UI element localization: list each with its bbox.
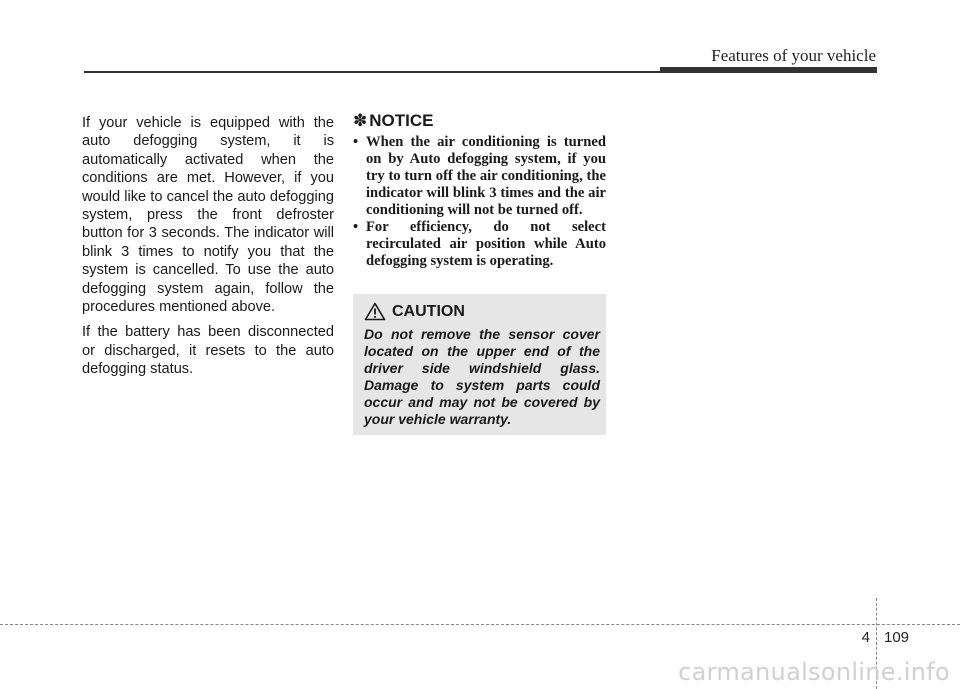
body-paragraph: If the battery has been disconnected or discharged, it resets to the auto defogging status. <box>82 324 334 378</box>
notice-title: NOTICE <box>369 111 434 130</box>
page-number: 109 <box>884 629 910 646</box>
notice-item-text: When the air conditioning is turned on by Auto defogging system, if you try to turn off the air conditioning, the indicator will blink 3 times and the air conditioning will not be turned off. <box>366 134 606 218</box>
watermark: carmanualsonline.info <box>678 658 950 686</box>
body-paragraph: If your vehicle is equipped with the auto defogging system, it is automatically activated when the conditions are met. However, if you would like to cancel the auto defogging system, press the front defroster button for 3 seconds. The indicator will blink 3 times to notify you that the system is cancelled. To use the auto defogging system again, follow the procedures mentioned above. <box>82 115 334 316</box>
caution-title: CAUTION <box>392 302 465 320</box>
caution-box <box>353 294 606 435</box>
notice-item <box>353 219 606 270</box>
bullet-icon: • <box>353 219 359 235</box>
header-rule-accent <box>660 67 877 73</box>
notice-star-icon: ✽ <box>353 111 368 130</box>
caution-header <box>364 302 600 321</box>
chapter-number: 4 <box>861 629 870 646</box>
body-text-column <box>82 114 334 386</box>
section-title: Features of your vehicle <box>711 46 876 65</box>
header-rule <box>84 71 694 73</box>
bullet-icon: • <box>353 134 359 150</box>
notice-list <box>353 134 606 270</box>
footer-rule <box>0 624 960 625</box>
notice-item-text: For efficiency, do not select recirculated air position while Auto defogging system is operating. <box>366 219 606 269</box>
notice-heading <box>353 110 606 132</box>
warning-triangle-icon <box>364 302 386 321</box>
notice-item <box>353 134 606 219</box>
notice-box <box>353 110 606 270</box>
caution-body: Do not remove the sensor cover located on the upper end of the driver side windshield glass. Damage to system parts could occur and may not be covered by your vehicle warranty. <box>364 326 600 427</box>
